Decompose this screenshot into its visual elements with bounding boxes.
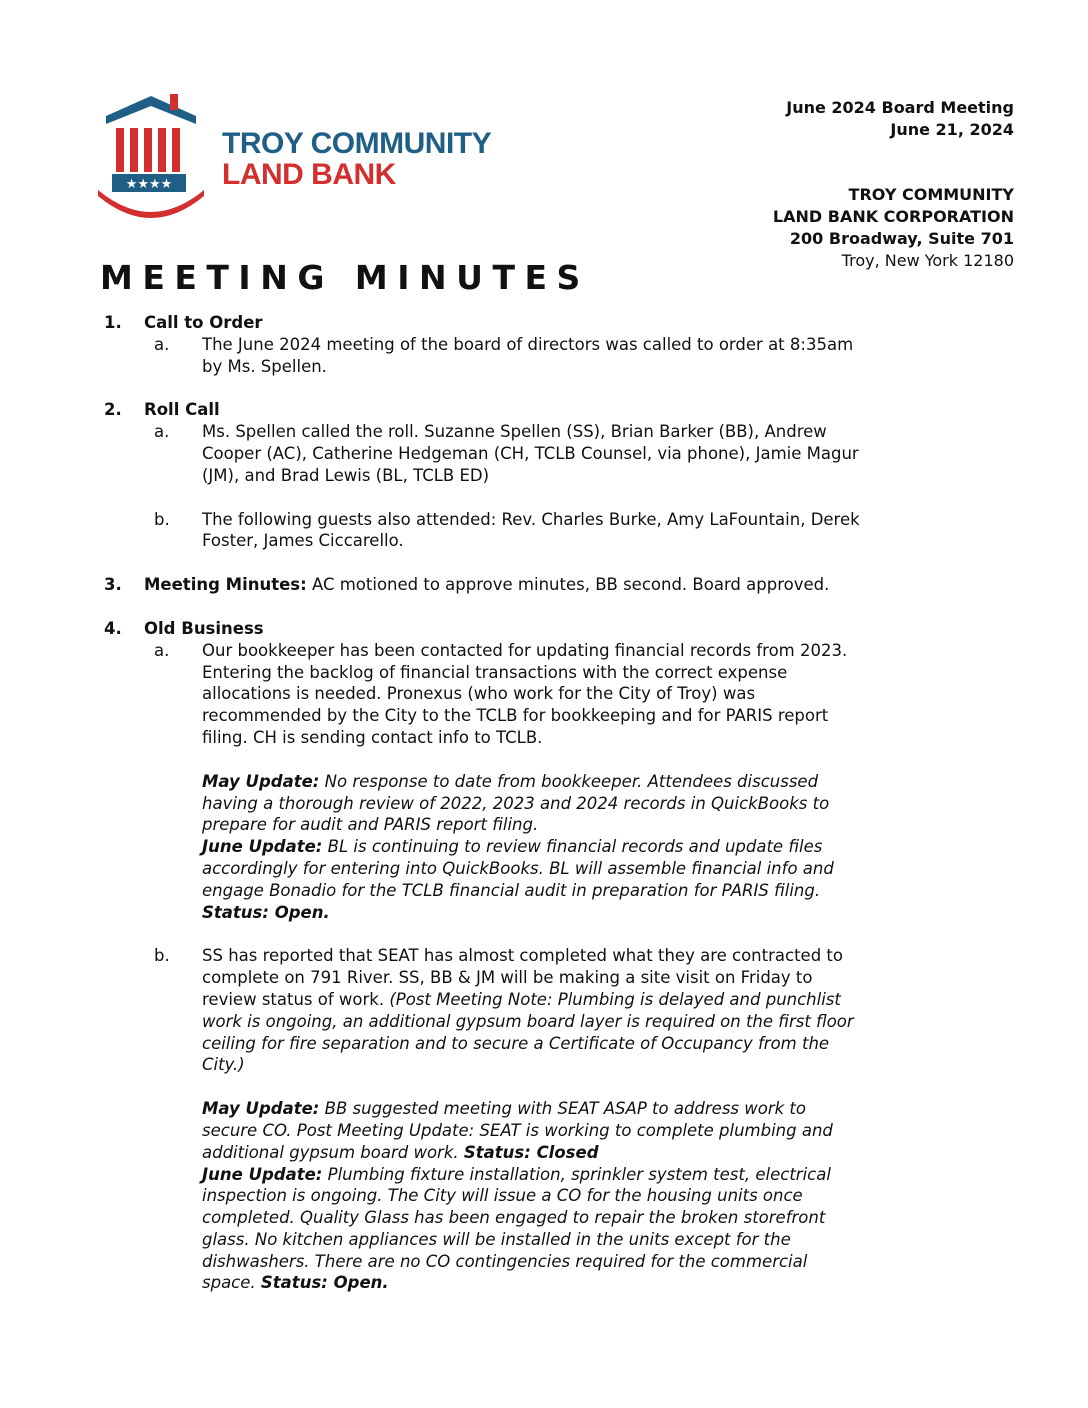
logo-line-2: LAND BANK xyxy=(222,158,396,191)
june-update xyxy=(202,836,864,901)
address-line-1: 200 Broadway, Suite 701 xyxy=(789,229,1014,248)
may-update-text: BB suggested meeting with SEAT ASAP to address work to secure CO. Post Meeting Update: SEAT is working to complete plumbing and additional gypsum board work. xyxy=(202,1099,833,1162)
item-letter: b. xyxy=(154,946,170,966)
status-label: Status: Closed xyxy=(463,1142,599,1162)
item-letter: b. xyxy=(154,509,170,529)
meeting-date: June 21, 2024 xyxy=(890,120,1014,139)
june-update-text: Plumbing fixture installation, sprinkler system test, electrical inspection is ongoing. The City will issue a CO for the housing units once completed. Quality Glass has been engaged to repair the broken storefront glass. No kitchen appliances will be installed in the units except for the dishwashers. There are no CO contingencies required for the commercial space. xyxy=(202,1164,831,1293)
item-text: Ms. Spellen called the roll. Suzanne Spellen (SS), Brian Barker (BB), Andrew Cooper (AC), Catherine Hedgeman (CH, TCLB Counsel, via phone), Jamie Magur (JM), and Brad Lewis (BL, TCLB ED) xyxy=(202,422,859,485)
item-letter: a. xyxy=(154,422,170,442)
page-title: MEETING MINUTES xyxy=(100,258,590,297)
section-number: 1. xyxy=(104,313,122,332)
logo-wordmark xyxy=(222,128,491,190)
june-update xyxy=(202,1164,864,1295)
list-item xyxy=(154,509,864,553)
may-update xyxy=(202,771,864,836)
list-item xyxy=(154,334,864,378)
section-call-to-order xyxy=(104,312,864,377)
item-text: Our bookkeeper has been contacted for updating financial records from 2023. Entering the backlog of financial transactions with the correct expense allocations is needed. Pronexus (who work for the City of Troy) was recommended by the City to the TCLB for bookkeeping and for PARIS report filing. CH is sending contact info to TCLB. xyxy=(202,640,848,747)
section-number: 4. xyxy=(104,618,122,638)
section-heading: Roll Call xyxy=(144,400,220,420)
org-name-line-1: TROY COMMUNITY xyxy=(848,185,1014,204)
org-name-line-2: LAND BANK CORPORATION xyxy=(772,207,1014,226)
item-main-text: SS has reported that SEAT has almost completed what they are contracted to complete on 791 River. SS, BB & JM will be making a site visit on Friday to review status of work. xyxy=(202,946,843,1009)
section-roll-call xyxy=(104,399,864,552)
section-heading: Old Business xyxy=(144,618,264,638)
org-address xyxy=(773,184,1014,272)
section-meeting-minutes xyxy=(104,574,864,596)
june-update-label: June Update: xyxy=(202,1164,323,1184)
section-heading-label: Meeting Minutes: xyxy=(144,575,307,595)
list-item-791-river xyxy=(154,945,864,1294)
item-text xyxy=(202,945,864,1076)
address-line-2: Troy, New York 12180 xyxy=(841,251,1014,270)
logo-line-1: TROY COMMUNITY xyxy=(222,127,492,160)
section-number: 3. xyxy=(104,575,122,595)
post-meeting-note: (Post Meeting Note: Plumbing is delayed and punchlist work is ongoing, an additional gypsum board layer is required on the first floor ceiling for fire separation and to secure a Certificate of Occupancy from the City.) xyxy=(202,989,854,1075)
svg-text:★★★★: ★★★★ xyxy=(125,177,173,192)
section-heading xyxy=(144,574,864,596)
may-update-text: No response to date from bookkeeper. Attendees discussed having a thorough review of 2022, 2023 and 2024 records in QuickBooks to prepare for audit and PARIS report filing. xyxy=(202,771,830,835)
item-text: The June 2024 meeting of the board of directors was called to order at 8:35am by Ms. Spellen. xyxy=(202,334,854,376)
june-update-label: June Update: xyxy=(202,837,323,857)
item-text: The following guests also attended: Rev. Charles Burke, Amy LaFountain, Derek Foster, James Ciccarello. xyxy=(202,509,860,551)
section-old-business xyxy=(104,618,864,1294)
may-update xyxy=(202,1098,864,1163)
meeting-name: June 2024 Board Meeting xyxy=(786,98,1014,117)
minutes-body xyxy=(0,312,1088,1294)
june-update-text: BL is continuing to review financial records and update files accordingly for entering into QuickBooks. BL will assemble financial info and engage Bonadio for the TCLB financial audit in preparation for PARIS filing. xyxy=(202,837,834,900)
may-update-label: May Update: xyxy=(202,1099,320,1119)
status-label: Status: Open. xyxy=(260,1273,389,1293)
list-item-bookkeeping xyxy=(154,640,864,924)
item-letter: a. xyxy=(154,640,170,660)
meeting-info xyxy=(786,97,1014,141)
section-heading: Call to Order xyxy=(144,313,263,332)
land-bank-logo xyxy=(96,94,206,220)
item-letter: a. xyxy=(154,334,170,354)
status-label: Status: Open. xyxy=(202,902,330,922)
section-number: 2. xyxy=(104,400,122,420)
list-item xyxy=(154,421,864,486)
may-update-label: May Update: xyxy=(202,771,320,791)
section-text: AC motioned to approve minutes, BB second. Board approved. xyxy=(306,575,830,595)
